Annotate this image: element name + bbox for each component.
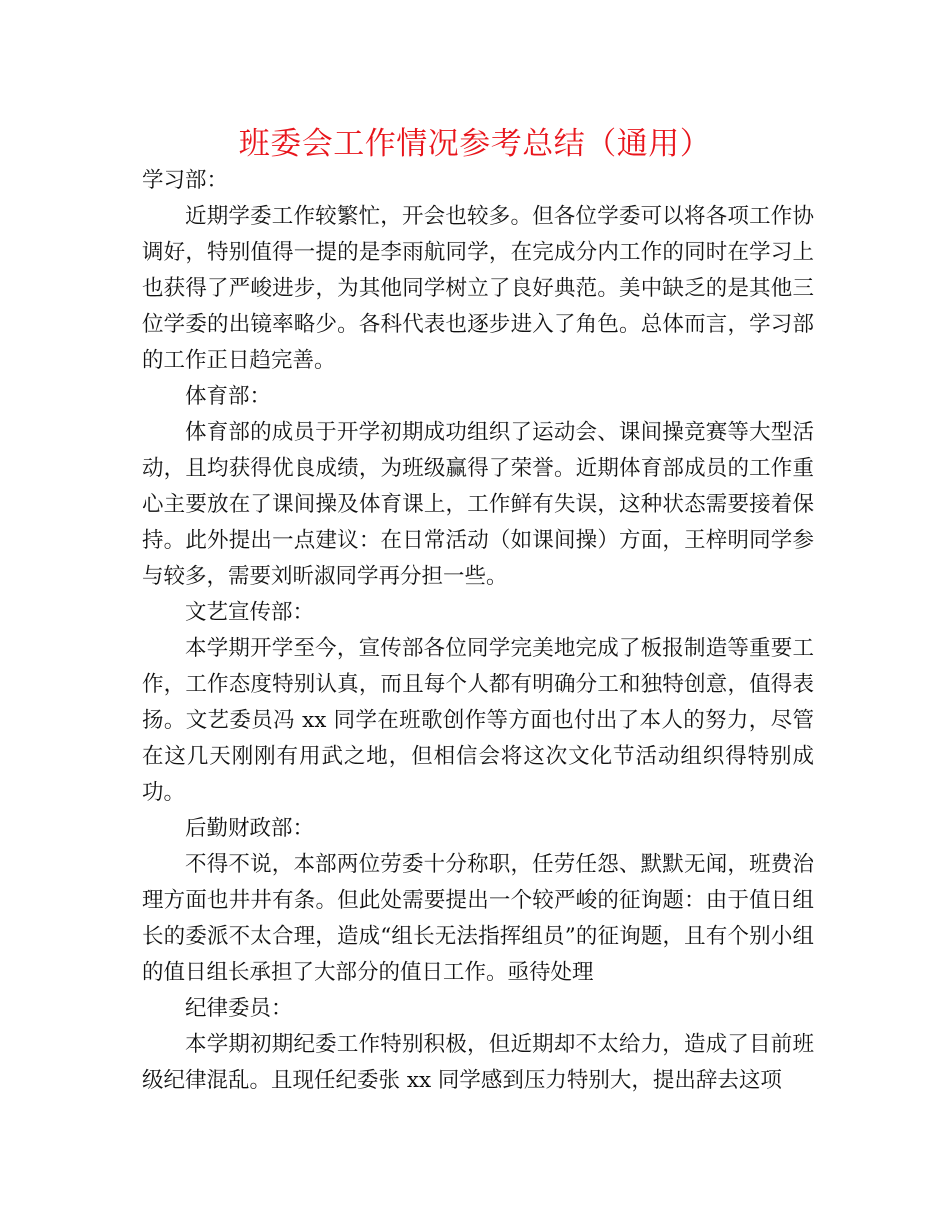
section-heading-discipline: 纪律委员： bbox=[185, 996, 293, 1021]
paragraph-logistics: 不得不说，本部两位劳委十分称职，任劳任怨、默默无闻，班费治理方面也井井有条。但此处需要提出一个较严峻的征询题：由于值日组长的委派不太合理，造成“组长无法指挥组员”的征询题，且有个别小组的值日组长承担了大部分的值日工作。亟待处理 bbox=[142, 852, 814, 985]
paragraph-sports: 体育部的成员于开学初期成功组织了运动会、课间操竞赛等大型活动，且均获得优良成绩，为班级赢得了荣誉。近期体育部成员的工作重心主要放在了课间操及体育课上，工作鲜有失误，这种状态需要接着保持。此外提出一点建议：在日常活动（如课间操）方面，王梓明同学参与较多，需要刘昕淑同学再分担一些。 bbox=[142, 420, 814, 589]
paragraph-study: 近期学委工作较繁忙，开会也较多。但各位学委可以将各项工作协调好，特别值得一提的是李雨航同学，在完成分内工作的同时在学习上也获得了严峻进步，为其他同学树立了良好典范。美中缺乏的是其他三位学委的出镜率略少。各科代表也逐步进入了角色。总体而言，学习部的工作正日趋完善。 bbox=[142, 204, 814, 373]
section-heading-study: 学习部： bbox=[142, 168, 229, 193]
section-heading-logistics: 后勤财政部： bbox=[185, 816, 315, 841]
document-body bbox=[142, 163, 814, 1099]
section-heading-arts: 文艺宣传部： bbox=[185, 600, 315, 625]
paragraph-discipline: 本学期初期纪委工作特别积极，但近期却不太给力，造成了目前班级纪律混乱。且现任纪委张 xx 同学感到压力特别大，提出辞去这项 bbox=[142, 1032, 814, 1093]
document-title: 班委会工作情况参考总结（通用） bbox=[238, 126, 712, 162]
paragraph-arts: 本学期开学至今，宣传部各位同学完美地完成了板报制造等重要工作，工作态度特别认真，而且每个人都有明确分工和独特创意，值得表扬。文艺委员冯 xx 同学在班歌创作等方面也付出了本人的努力，尽管在这几天刚刚有用武之地，但相信会将这次文化节活动组织得特别成功。 bbox=[142, 636, 814, 805]
section-heading-sports: 体育部： bbox=[185, 384, 272, 409]
